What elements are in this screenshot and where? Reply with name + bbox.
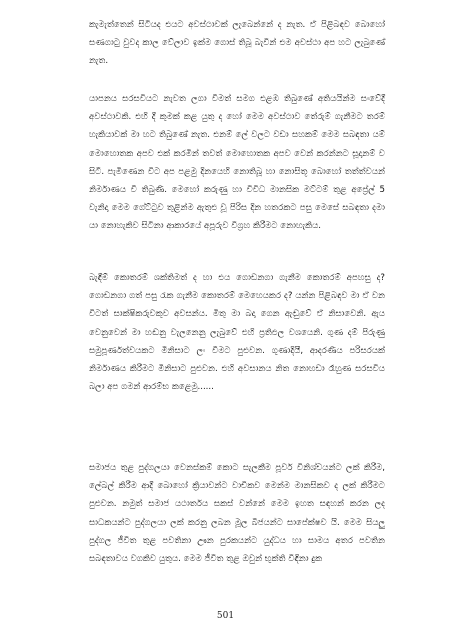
- page-number: 501: [216, 611, 235, 621]
- paragraph-2: යාපනය සරසවියට නැවත ලගා වීමත් සමග එළඹ තිබුණේ අතියයින්ම සංවේදී අවස්ථාවකි. එහි දී කුමක් කළ යුතු ද හෝ මෙම අවස්ථාව තේරුම් ගැනීමට තරම් හැකියාවක් මා හට තිබුණේ නැත. එනම් ලේ වලට වඩා සහකම් මෙම සබඳතා යම් මොහොතක අපව එක් කරමින් තවත් මොහොතක අපව වෙන් කරන්නට සූදානම් ව සිටී. පැමිණෙන විට අප පළමු දිනයෙහි නොතිබූ හා නොසිතූ බොහෝ තත්ත්වයන් නිර්මාණය වී තිබුණි. මෙහෝ කරුණු හා විවිධ මානසික මට්ටම් තුළ අප්‍රේල් 5 වැනිදා මෙම ගේට්ටුව තුළින්ම ඇතුළු වූ පිරිස දින හතරකට පසු මෙසේ සබඳතා දමා යා නොහැකිව සිටිනා ආකාරයේ අපූරුව විග්‍රහ කිරීමට නොහැකිය.: [89, 94, 385, 232]
- paragraph-1: කැමැත්තෙන් සිටියද එයට අවස්ථාවක් ලැබෙන්නේ ද නැත. ඒ පිළිබඳව බොහෝ සණගාටු වුවද කාල වේලාව ඉක්ම ගොස් තිබූ බැවින් එම අවස්ථා අප හට ලැබුණේ නැත.: [89, 20, 385, 67]
- paragraph-3: බැඳීම් කොතරම් ශක්තිමත් ද හා එය ගොඩනගා ගැනීම කොතරම් අපහසු ද? ගොඩනගා ගත් පසු රැක ගැනීම කොතරම් මෙහෙයකර ද? යන්න පිළිබඳව මා ඒ වන විටත් සාක්ෂිකරුවකුව අවසන්ය. මිතු මා බදා ගෙන ඇඬුවේ ඒ නිසාවෙනි. ඇය වෙනුවෙන් මා හඬනු වැලනෙනු ලැබුවේ එහි ප්‍රතිඵල වශයෙනි. ගුණ දම් පිරුණු සමුපූර්ණත්වයකට මිනිසාට ලං වීමට පුළුවන. ගුණාදියී, ආදරණීය පරිසරයක් නිර්මාණය කිරීමට මිනිසාට පුළුවන. එහි අවසානය නිත නොහඩා රෑහුණ සරසවිය බලා අප ගමන් ආරම්භ කළෙමු......: [89, 273, 385, 393]
- paragraph-4: සමාජය තුළ පුද්ගලයා වෙනස්කම් කොට සැලකීම පූර්ව විනිශ්චයන්ට ලක් කිරීම, ලේබල් කිරීම ආදී බොහෝ ක්‍රියාවන්ට වාචිකව මෙන්ම මානසිකව ද ලක් කිරීමට පුළුවන. නමුත් සමාජ යථාර්තය සකස් වන්නේ මෙම ඉහත සඳහන් කරන ලද සාධකයන්ට පුද්ගලයා ලක් කරනු ලබන මූල බීජයන්ට සාපේක්ෂව යි. මෙම සියලු පුද්ගල ජීවිත තුළ පවතිනා ඌන පුරකයන්ට යුද්ධය හා සාමය අතර පවතින සබඳතාවය වගකිව යුතුය. මෙම ජීවිත තුළ ඔවුන් භුක්ති විඳිනා දුක: [89, 463, 385, 565]
